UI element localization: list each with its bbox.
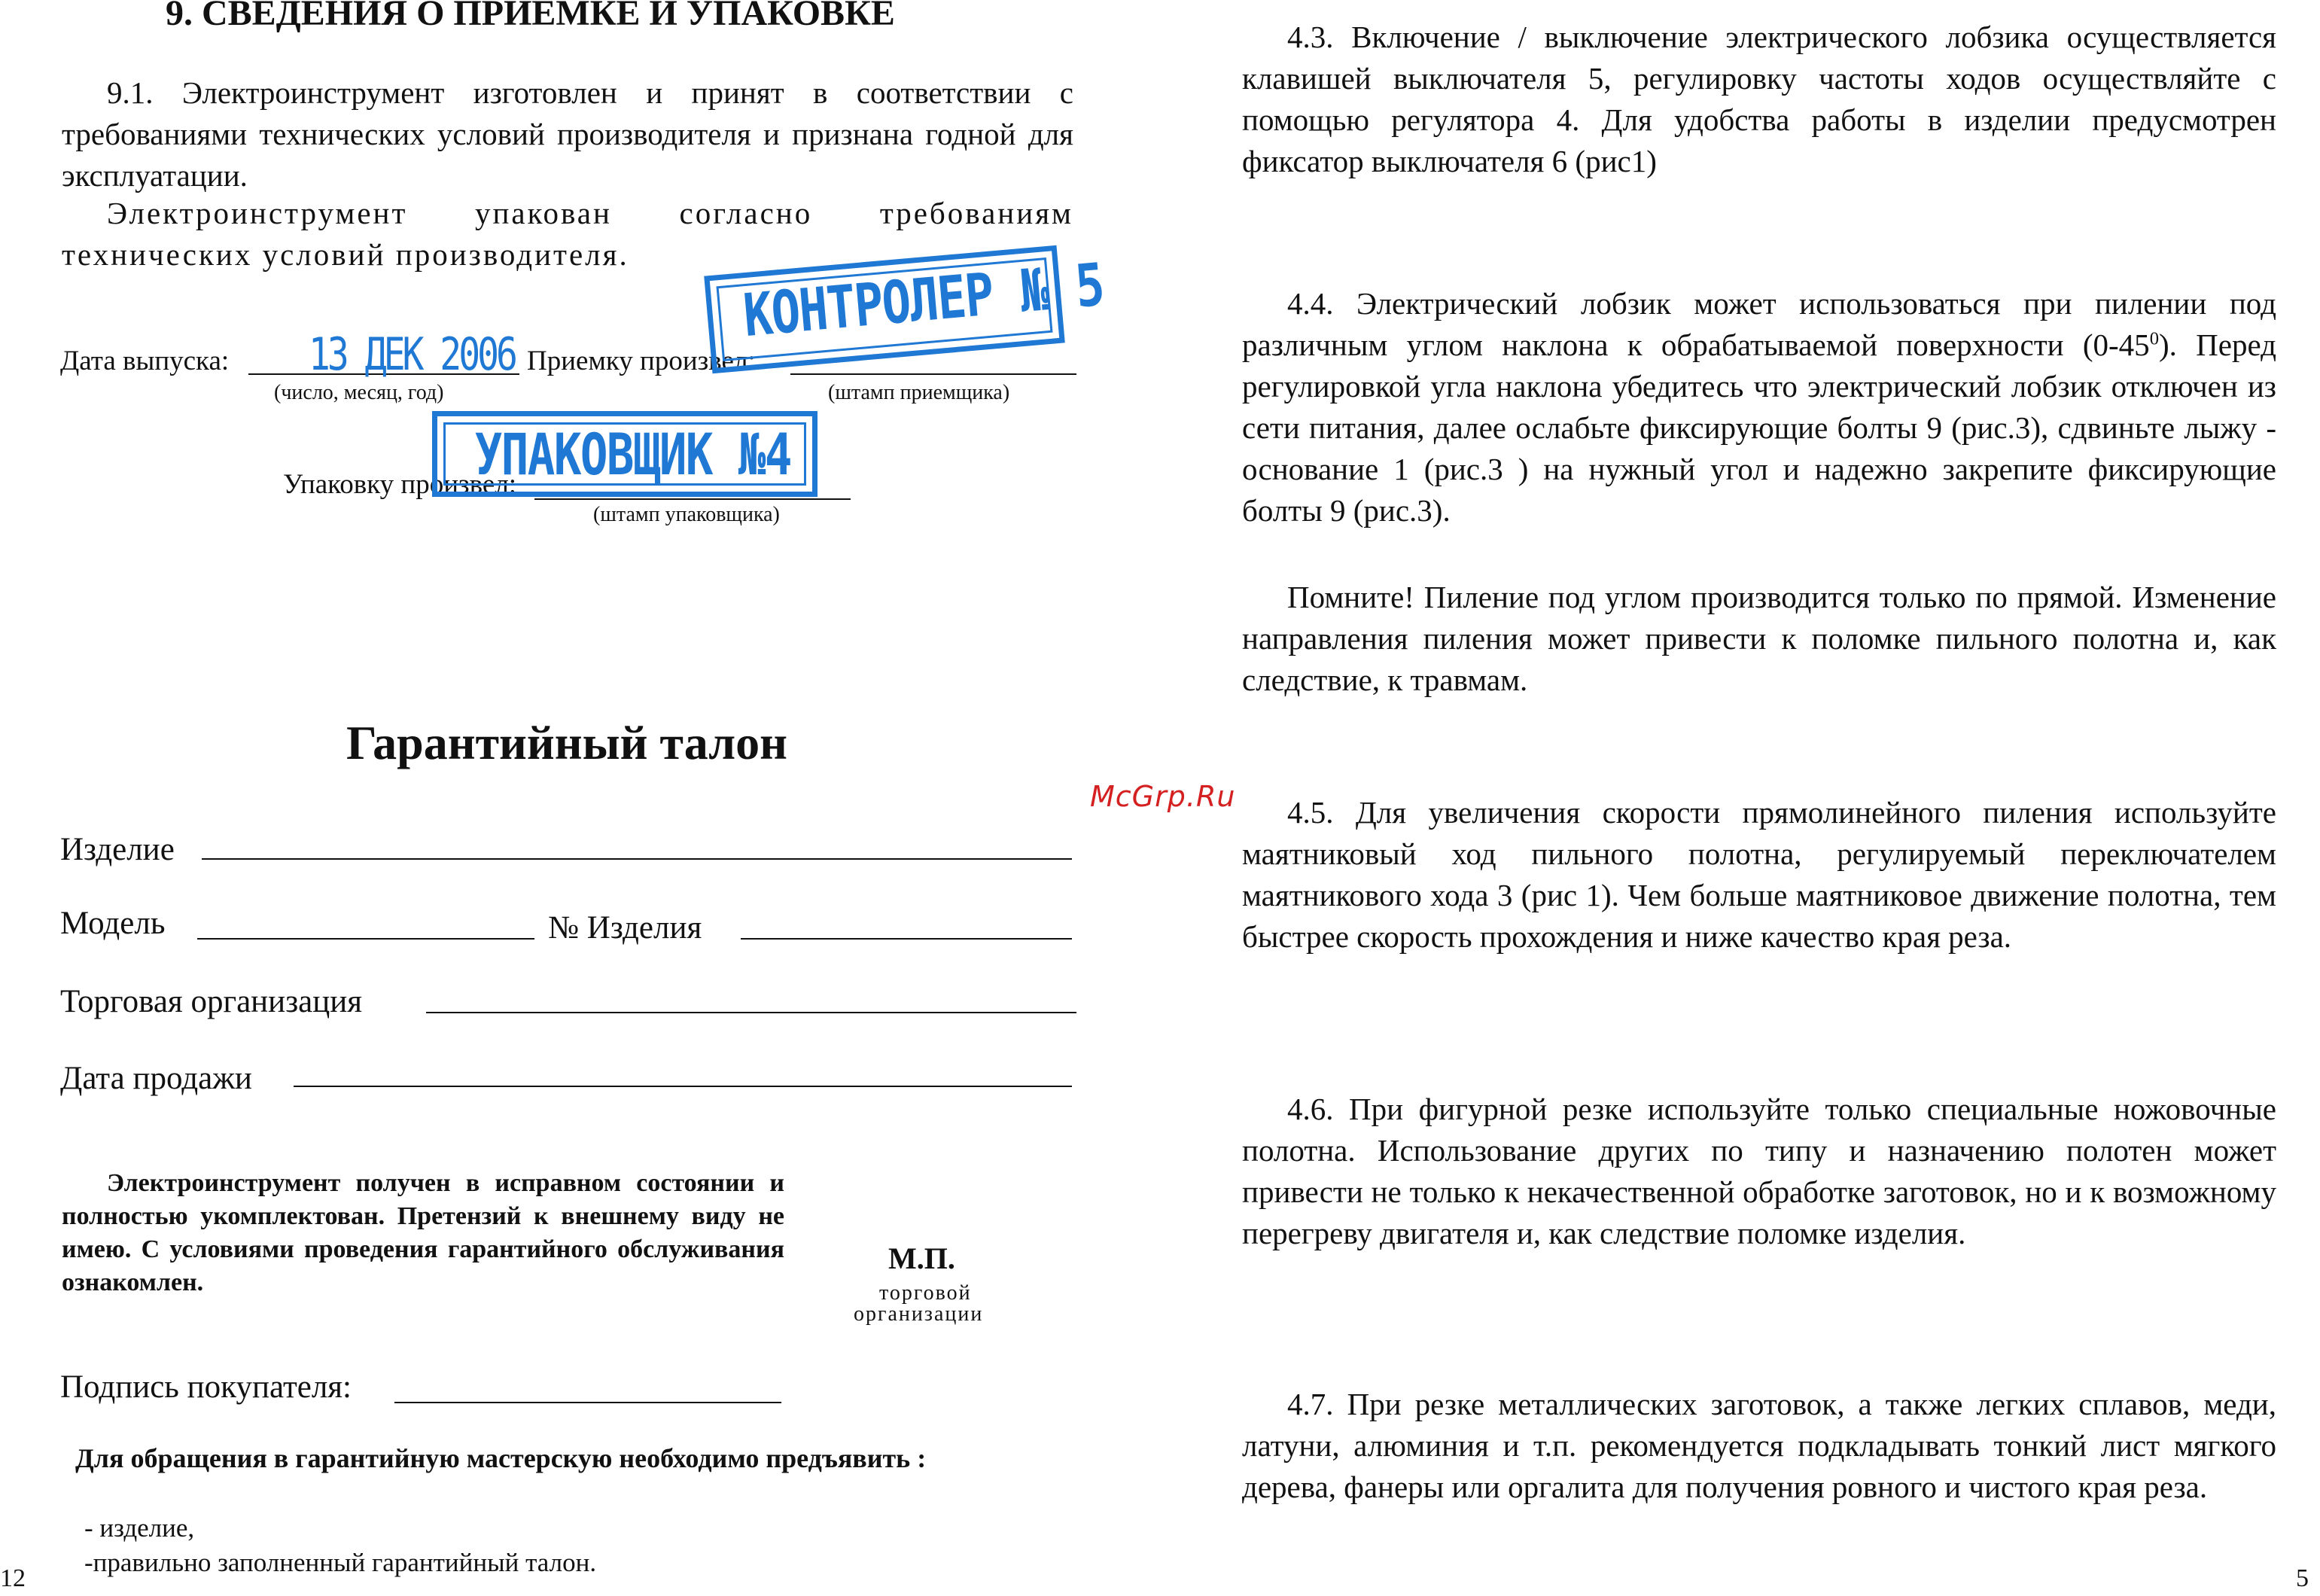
packer-stamp [432,411,817,497]
field-model-line [197,938,534,940]
paragraph-4-4: 4.4. Электрический лобзик может использоваться при пилении под различным углом наклона к обрабатываемой поверхности $(0-45^0)$. Перед регулировкой угла наклона убедитесь что электрический лобзик отключен из сети питания, далее ослабьте фиксирующие болты 9 (рис.3), сдвиньте лыжу - основание 1 (рис.3 ) на нужный угол и надежно закрепите фиксирующие болты 9 (рис.3). [1242,286,2276,528]
field-model-label: Модель [60,906,166,941]
field-sale-date-line [294,1086,1072,1087]
paragraph-4-5: 4.5. Для увеличения скорости прямолинейного пиления используйте маятниковый ход пильного полотна, регулируемый переключателем маятникового хода 3 (рис 1). Чем больше маятниковое движение полотна, тем быстрее скорость прохождения и ниже качество края реза. [1242,795,2276,954]
watermark: McGrp.Ru [1090,780,1236,813]
paragraph-9-1: 9.1. Электроинструмент изготовлен и принят в соответствии с требованиями технических условий производителя и признана годной для эксплуатации. [62,75,1073,193]
accepted-caption: (штамп приемщика) [828,381,1010,404]
paragraph-4-3: 4.3. Включение / выключение электрического лобзика осуществляется клавишей выключателя 5, регулировку частоты ходов осуществляйте с помощью регулятора 4. Для удобства работы в изделии предусмотрен фиксатор выключателя 6 (рис1) [1242,20,2276,178]
seal-sub-1: торговой [879,1281,972,1305]
field-sale-date-label: Дата продажи [60,1061,252,1096]
paragraph-4-4-note: Помните! Пиление под углом производится только по прямой. Изменение направления пиления может привести к поломке пильного полотна и, как следствие, к травмам. [1242,580,2276,697]
customer-notice: Электроинструмент получен в исправном состоянии и полностью укомплектован. Претензий к внешнему виду не имею. С условиями проведения гарантийного обслуживания ознакомлен. [62,1169,784,1296]
field-product-no-label: № Изделия [548,910,702,946]
seal-label: М.П. [888,1241,955,1275]
buyer-signature-line [394,1402,781,1403]
page-number-right: 5 [2296,1564,2309,1592]
packed-line [534,498,851,500]
release-date-label: Дата выпуска: [60,346,230,376]
warranty-title: Гарантийный талон [346,716,788,769]
packed-label: Упаковку произвел: [283,469,517,500]
field-product-no-line [741,938,1072,940]
paragraph-packed: Электроинструмент упакован согласно требованиям технических условий производителя. [62,196,1073,272]
controller-stamp-text: КОНТРОЛЕР № 5 [741,251,1107,351]
list-item: -правильно заполненный гарантийный талон. [84,1548,597,1577]
seal-sub-2: организации [854,1302,984,1326]
paragraph-4-7: 4.7. При резке металлических заготовок, а также легких сплавов, меди, латуни, алюминия и т.п. рекомендуется подкладывать тонкий лист мягкого дерева, фанеры или оргалита для получения ровного и чистого края реза. [1242,1387,2276,1504]
field-trade-org-label: Торговая организация [60,984,363,1019]
release-date-caption: (число, месяц, год) [274,381,444,404]
field-product-label: Изделие [60,832,175,867]
left-page [0,0,1107,1596]
accepted-line [790,373,1076,375]
field-product-line [202,858,1072,860]
buyer-signature-label: Подпись покупателя: [60,1369,352,1405]
packed-caption: (штамп упаковщика) [593,503,780,526]
list-item: - изделие, [84,1513,195,1543]
field-trade-org-line [426,1012,1076,1013]
right-page [1219,0,2320,1596]
page-number-left: 12 [0,1564,26,1592]
accepted-label: Приемку произвел: [527,346,756,376]
packer-stamp-text: УПАКОВЩИК №4 [474,421,791,488]
release-date-stamp: 13 ДЕК 2006 [309,328,515,381]
section-title: 9. СВЕДЕНИЯ О ПРИЕМКЕ И УПАКОВКЕ [166,0,895,33]
requirement-text: Для обращения в гарантийную мастерскую необходимо предъявить : [75,1443,927,1473]
paragraph-4-6: 4.6. При фигурной резке используйте только специальные ножовочные полотна. Использование других по типу и назначению полотен может привести не только к некачественной обработке заготовок, но и к возможному перегреву двигателя и, как следствие поломке изделия. [1242,1092,2276,1250]
